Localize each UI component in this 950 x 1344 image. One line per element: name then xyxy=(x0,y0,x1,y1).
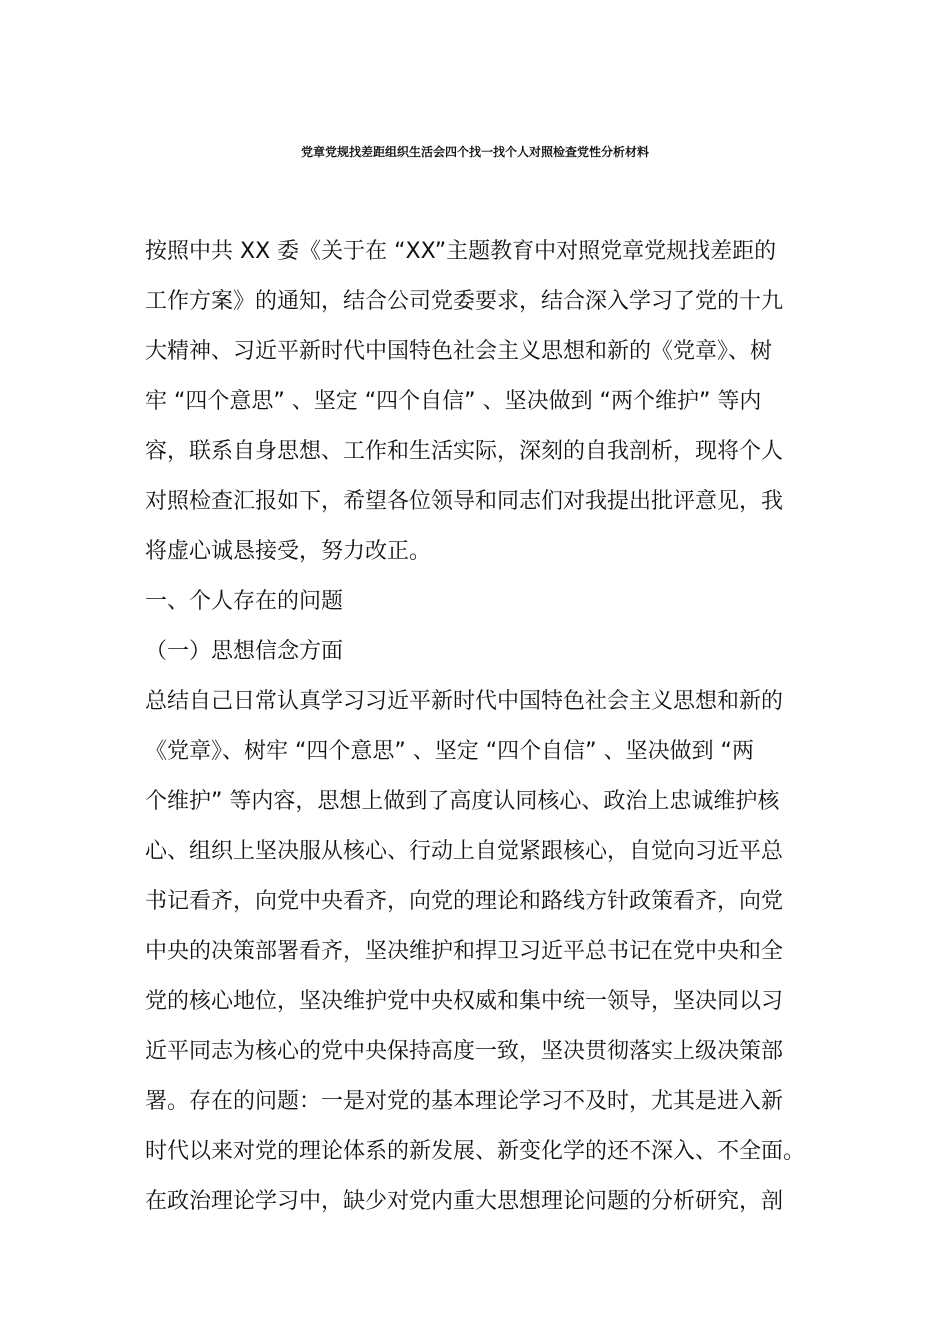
section-heading: 一、个人存在的问题 xyxy=(145,589,344,614)
body-line: 将虚心诚恳接受，努力改正。 xyxy=(145,539,432,564)
subsection-heading: （一）思想信念方面 xyxy=(145,639,344,664)
body-line: 心、组织上坚决服从核心、行动上自觉紧跟核心，自觉向习近平总 xyxy=(145,839,784,864)
body-line: 在政治理论学习中，缺少对党内重大思想理论问题的分析研究，剖 xyxy=(145,1189,784,1214)
body-line: 个维护” 等内容，思想上做到了高度认同核心、政治上忠诚维护核 xyxy=(145,789,780,814)
body-line: 工作方案》的通知，结合公司党委要求，结合深入学习了党的十九 xyxy=(145,289,784,314)
body-line: 时代以来对党的理论体系的新发展、新变化学的还不深入、不全面。 xyxy=(145,1139,806,1164)
body-line: 署。存在的问题：一是对党的基本理论学习不及时，尤其是进入新 xyxy=(145,1089,784,1114)
body-line: 书记看齐，向党中央看齐，向党的理论和路线方针政策看齐，向党 xyxy=(145,889,784,914)
body-line: 党的核心地位，坚决维护党中央权威和集中统一领导，坚决同以习 xyxy=(145,989,784,1014)
body-line: 牢 “四个意思” 、坚定 “四个自信” 、坚决做到 “两个维护” 等内 xyxy=(145,389,762,414)
body-line: 近平同志为核心的党中央保持高度一致，坚决贯彻落实上级决策部 xyxy=(145,1039,784,1064)
body-line: 按照中共 XX 委《关于在 “XX”主题教育中对照党章党规找差距的 xyxy=(145,239,777,264)
body-line: 总结自己日常认真学习习近平新时代中国特色社会主义思想和新的 xyxy=(145,689,784,714)
document-title: 党章党规找差距组织生活会四个找一找个人对照检查党性分析材料 xyxy=(300,145,649,159)
document-body xyxy=(145,232,825,1232)
body-line: 中央的决策部署看齐，坚决维护和捍卫习近平总书记在党中央和全 xyxy=(145,939,784,964)
body-line: 大精神、习近平新时代中国特色社会主义思想和新的《党章》、树 xyxy=(145,339,773,364)
body-line: 《党章》、树牢 “四个意思” 、坚定 “四个自信” 、坚决做到 “两 xyxy=(145,739,754,764)
body-line: 容，联系自身思想、工作和生活实际，深刻的自我剖析，现将个人 xyxy=(145,439,784,464)
body-line: 对照检查汇报如下，希望各位领导和同志们对我提出批评意见，我 xyxy=(145,489,784,514)
